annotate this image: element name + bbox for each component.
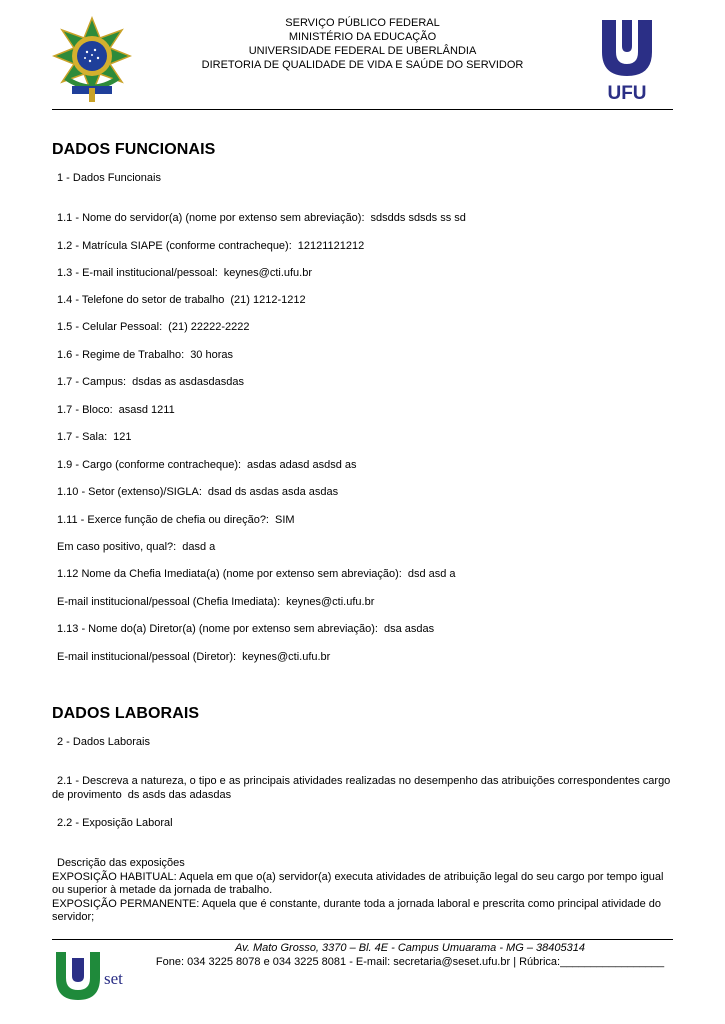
field-label: 1.10 - Setor (extenso)/SIGLA: bbox=[57, 486, 202, 498]
field-value: 121 bbox=[113, 431, 132, 443]
field-row bbox=[57, 595, 374, 609]
field-row bbox=[57, 211, 466, 225]
footer-address: Av. Mato Grosso, 3370 – Bl. 4E - Campus Umuarama - MG – 38405314 bbox=[235, 942, 585, 954]
field-label: 1.12 Nome da Chefia Imediata(a) (nome por extenso sem abreviação): bbox=[57, 568, 402, 580]
seset-logo bbox=[52, 948, 142, 1004]
section-title-funcionais: DADOS FUNCIONAIS bbox=[52, 141, 216, 158]
field-value: keynes@cti.ufu.br bbox=[242, 651, 331, 663]
exposure-descriptions bbox=[52, 857, 672, 925]
field-label: 1.4 - Telefone do setor de trabalho bbox=[57, 294, 225, 306]
field-value: dasd a bbox=[182, 541, 216, 553]
field-row bbox=[57, 430, 132, 444]
field-value: asdas adasd asdsd as bbox=[247, 459, 357, 471]
field-value: 30 horas bbox=[190, 349, 233, 361]
ufu-logo bbox=[596, 18, 658, 102]
field-row bbox=[57, 403, 175, 417]
section-title-laborais: DADOS LABORAIS bbox=[52, 705, 200, 722]
header-line-2: MINISTÉRIO DA EDUCAÇÃO bbox=[288, 31, 437, 43]
brazil-coat-of-arms-icon bbox=[52, 16, 132, 102]
field-value: 12121121212 bbox=[297, 240, 365, 252]
field-label: 1.11 - Exerce função de chefia ou direção?: bbox=[57, 514, 269, 526]
header-line-1: SERVIÇO PÚBLICO FEDERAL bbox=[285, 17, 440, 29]
field-row bbox=[57, 567, 456, 581]
seset-logo-text: set bbox=[104, 969, 123, 988]
field-label: 1.6 - Regime de Trabalho: bbox=[57, 349, 185, 361]
field-label: E-mail institucional/pessoal (Chefia Imediata): bbox=[57, 596, 281, 608]
question-2-1 bbox=[52, 775, 672, 802]
ufu-logo-text: UFU bbox=[607, 83, 647, 102]
field-value: dsa asdas bbox=[383, 623, 435, 635]
header-divider bbox=[52, 109, 673, 110]
field-label: Em caso positivo, qual?: bbox=[57, 541, 177, 553]
field-label: 1.3 - E-mail institucional/pessoal: bbox=[57, 267, 218, 279]
field-row bbox=[57, 540, 215, 554]
field-value: keynes@cti.ufu.br bbox=[223, 267, 313, 279]
field-label: 1.7 - Sala: bbox=[57, 431, 108, 443]
field-row bbox=[57, 485, 338, 499]
field-label: 1.7 - Bloco: bbox=[57, 404, 113, 416]
field-row bbox=[57, 348, 233, 362]
footer-contact: Fone: 034 3225 8078 e 034 3225 8081 - E-mail: secretaria@seset.ufu.br | Rúbrica:_________________ bbox=[155, 956, 665, 968]
field-row bbox=[57, 266, 312, 280]
field-value: dsd asd a bbox=[407, 568, 456, 580]
field-label: 1.2 - Matrícula SIAPE (conforme contracheque): bbox=[57, 240, 292, 252]
field-value: asasd 1211 bbox=[118, 404, 175, 416]
field-row bbox=[57, 622, 434, 636]
exposure-desc-title: Descrição das exposições bbox=[57, 857, 185, 869]
field-value: SIM bbox=[275, 514, 295, 526]
field-label: 1.9 - Cargo (conforme contracheque): bbox=[57, 459, 242, 471]
field-row bbox=[57, 458, 357, 472]
field-row bbox=[57, 320, 250, 334]
header-line-3: UNIVERSIDADE FEDERAL DE UBERLÂNDIA bbox=[248, 45, 477, 57]
field-value: keynes@cti.ufu.br bbox=[286, 596, 375, 608]
exposure-habitual: EXPOSIÇÃO HABITUAL: Aquela em que o(a) servidor(a) executa atividades de atribuição legal do seu cargo por tempo igual ou superior à metade da jornada de trabalho. bbox=[52, 870, 664, 896]
section-subtitle-laborais: 2 - Dados Laborais bbox=[57, 736, 150, 748]
field-value: dsad ds asdas asda asdas bbox=[207, 486, 339, 498]
field-row bbox=[57, 293, 306, 307]
field-row bbox=[57, 375, 244, 389]
field-value: (21) 22222-2222 bbox=[168, 321, 250, 333]
field-row bbox=[57, 650, 330, 664]
question-2-1-label: 2.1 - Descreva a natureza, o tipo e as principais atividades realizadas no desempenho das atribuições correspondentes cargo de provimento bbox=[52, 775, 671, 801]
exposure-permanente: EXPOSIÇÃO PERMANENTE: Aquela que é constante, durante toda a jornada laboral e prescrita como principal atividade do servidor; bbox=[52, 897, 662, 923]
field-label: 1.1 - Nome do servidor(a) (nome por extenso sem abreviação): bbox=[57, 212, 365, 224]
field-row bbox=[57, 513, 295, 527]
field-row bbox=[57, 239, 364, 253]
page-header bbox=[0, 0, 725, 110]
question-2-1-value: ds asds das adasdas bbox=[127, 788, 232, 801]
field-label: 1.7 - Campus: bbox=[57, 376, 127, 388]
field-value: dsdas as asdasdasdas bbox=[132, 376, 245, 388]
field-value: (21) 1212-1212 bbox=[230, 294, 306, 306]
field-label: 1.5 - Celular Pessoal: bbox=[57, 321, 163, 333]
section-subtitle-funcionais: 1 - Dados Funcionais bbox=[57, 172, 161, 184]
field-label: E-mail institucional/pessoal (Diretor): bbox=[57, 651, 237, 663]
institution-header bbox=[160, 16, 565, 72]
field-value: sdsdds sdsds ss sd bbox=[370, 212, 466, 224]
question-2-2-label: 2.2 - Exposição Laboral bbox=[57, 817, 173, 829]
footer-divider bbox=[52, 939, 673, 940]
header-line-4: DIRETORIA DE QUALIDADE DE VIDA E SAÚDE DO SERVIDOR bbox=[201, 59, 524, 71]
field-label: 1.13 - Nome do(a) Diretor(a) (nome por extenso sem abreviação): bbox=[57, 623, 378, 635]
page-footer bbox=[150, 941, 670, 969]
